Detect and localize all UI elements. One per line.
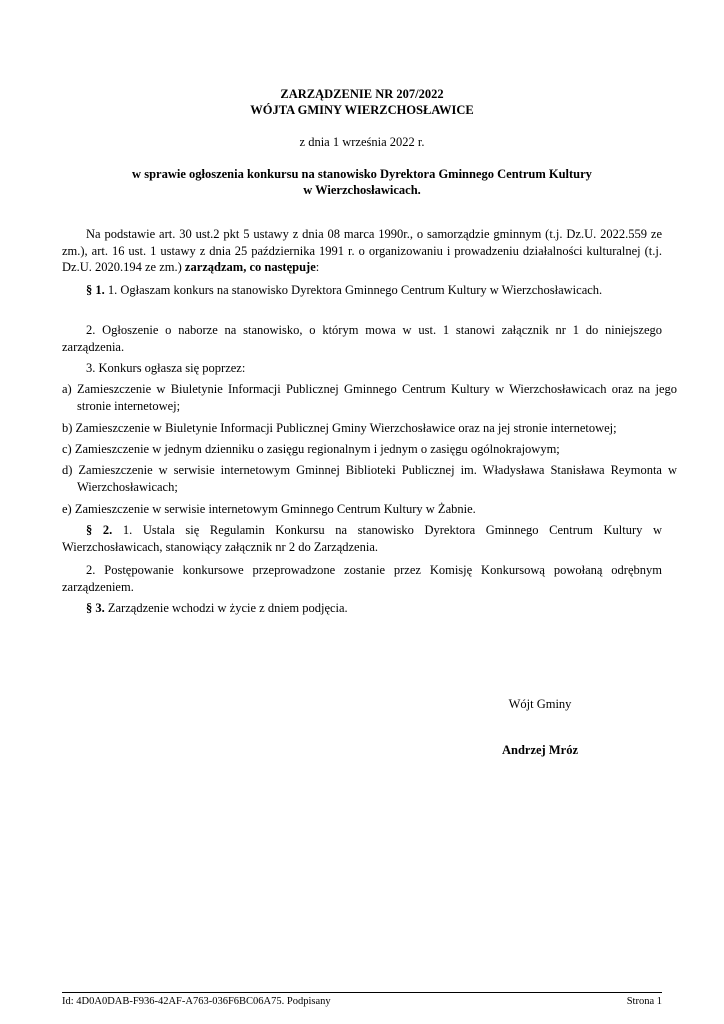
section-1-paragraph-1: [62, 282, 662, 299]
document-subject: [62, 166, 662, 198]
page-number: Strona 1: [626, 996, 662, 1007]
document-issuer: WÓJTA GMINY WIERZCHOSŁAWICE: [250, 103, 474, 117]
list-item: b) Zamieszczenie w Biuletynie Informacji Publicznej Gminy Wierzchosławice oraz na jej stronie internetowej;: [62, 421, 617, 435]
section-3-text: Zarządzenie wchodzi w życie z dniem podjęcia.: [107, 601, 348, 615]
document-id: Id: 4D0A0DAB-F936-42AF-A763-036F6BC06A75. Podpisany: [62, 996, 331, 1007]
subject-line-1: w sprawie ogłoszenia konkursu na stanowisko Dyrektora Gminnego Centrum Kultury: [132, 167, 592, 181]
list-item: e) Zamieszczenie w serwisie internetowym Gminnego Centrum Kultury w Żabnie.: [62, 502, 476, 516]
section-3-mark: § 3.: [86, 601, 105, 615]
footer-divider: [62, 992, 662, 993]
document-date: z dnia 1 września 2022 r.: [299, 135, 425, 149]
section-3-paragraph: [62, 600, 662, 617]
preamble-paragraph: [62, 226, 662, 276]
section-2-mark: § 2.: [86, 523, 113, 537]
signature-role: Wójt Gminy: [508, 697, 572, 711]
list-item: d) Zamieszczenie w serwisie internetowym Gminnej Biblioteki Publicznej im. Władysława Stanisława Reymonta w Wierzchosławicach;: [62, 463, 677, 494]
section-2-text-2: 2. Postępowanie konkursowe przeprowadzone zostanie przez Komisję Konkursową powołaną odrębnym zarządzeniem.: [62, 563, 662, 594]
subject-line-2: w Wierzchosławicach.: [303, 183, 421, 197]
list-item: a) Zamieszczenie w Biuletynie Informacji Publicznej Gminnego Centrum Kultury w Wierzchosławicach oraz na jego stronie internetowej;: [62, 382, 677, 413]
signature-name: Andrzej Mróz: [501, 743, 578, 757]
section-1-paragraph-3: [62, 360, 662, 377]
document-title: ZARZĄDZENIE NR 207/2022: [280, 87, 444, 101]
preamble-text: Na podstawie art. 30 ust.2 pkt 5 ustawy z dnia 08 marca 1990r., o samorządzie gminnym (t.j. Dz.U. 2022.559 ze zm.), art. 16 ust. 1 ustawy z dnia 25 października 1991 r. o organizowaniu i prowadzeniu działalności kulturalnej (t.j. Dz.U. 2020.194 ze zm.): [62, 227, 662, 274]
section-1-text-2: 2. Ogłoszenie o naborze na stanowisko, o którym mowa w ust. 1 stanowi załącznik nr 1 do niniejszego zarządzenia.: [62, 323, 662, 354]
section-1-text-1: 1. Ogłaszam konkurs na stanowisko Dyrektora Gminnego Centrum Kultury w Wierzchosławicach.: [107, 283, 603, 297]
section-1-mark: § 1.: [86, 283, 105, 297]
list-item: c) Zamieszczenie w jednym dzienniku o zasięgu regionalnym i jednym o zasięgu ogólnokrajowym;: [62, 442, 560, 456]
preamble-bold-end: zarządzam, co następuje: [184, 260, 316, 274]
section-2-paragraph-1: [62, 522, 662, 555]
section-1-paragraph-2: [62, 322, 662, 355]
section-2-paragraph-2: [62, 562, 662, 595]
section-2-text-1: 1. Ustala się Regulamin Konkursu na stanowisko Dyrektora Gminnego Centrum Kultury w Wierzchosławicach, stanowiący załącznik nr 2 do Zarządzenia.: [62, 523, 663, 554]
preamble-colon: :: [315, 260, 320, 274]
section-1-text-3: 3. Konkurs ogłasza się poprzez:: [86, 361, 246, 375]
